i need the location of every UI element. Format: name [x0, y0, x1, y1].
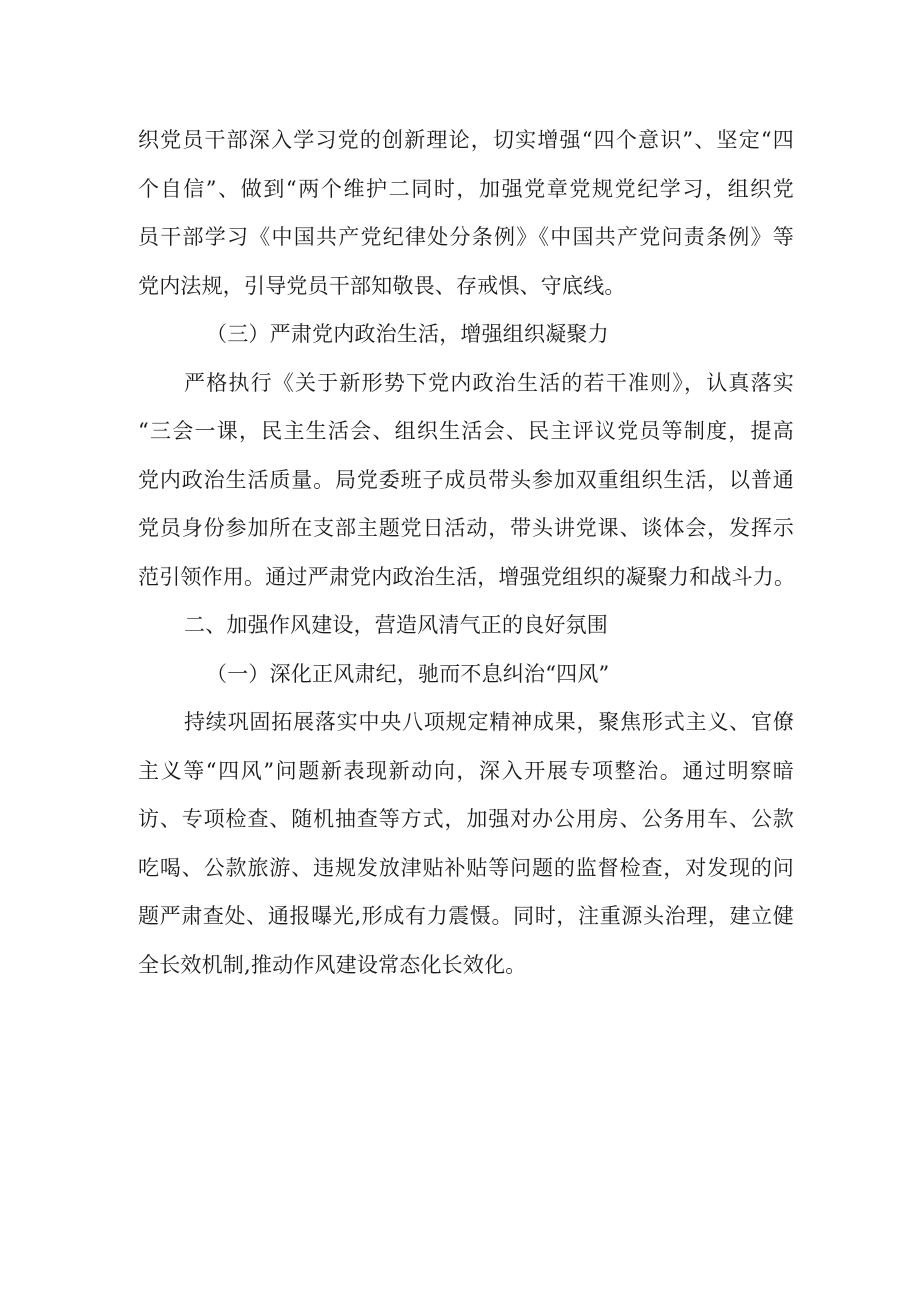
paragraph-line: 严格执行《关于新形势下党内政治生活的若干准则》，认真落实 — [184, 370, 794, 395]
paragraph-line: 党员身份参加所在支部主题党日活动，带头讲党课、谈体会，发挥示 — [138, 516, 794, 540]
paragraph-line: 织党员干部深入学习党的创新理论，切实增强“四个意识”、坚定“四 — [138, 128, 794, 152]
document-body — [138, 116, 794, 989]
paragraph-line: 党内政治生活质量。局党委班子成员带头参加双重组织生活，以普通 — [138, 467, 794, 492]
paragraph-line: 党内法规，引导党员干部知敬畏、存戒惧、守底线。 — [138, 273, 626, 298]
paragraph-line: 员干部学习《中国共产党纪律处分条例》《中国共产党问责条例》等 — [138, 225, 794, 249]
paragraph-line: 持续巩固拓展落实中央八项规定精神成果，聚焦形式主义、官僚 — [184, 710, 794, 734]
paragraph-line: 访、专项检查、随机抽查等方式，加强对办公用房、公务用车、公款 — [138, 807, 794, 831]
paragraph-line: 范引领作用。通过严肃党内政治生活，增强党组织的凝聚力和战斗力。 — [138, 564, 796, 589]
paragraph-line: 全长效机制,推动作风建设常态化长效化。 — [138, 952, 527, 977]
paragraph-line: 个自信”、做到“两个维护二同时，加强党章党规党纪学习，组织党 — [138, 176, 794, 201]
paragraph-line: 主义等“四风”问题新表现新动向，深入开展专项整治。通过明察暗 — [138, 758, 794, 783]
section-heading-1: （一）深化正风肃纪，驰而不息纠治“四风” — [206, 661, 610, 686]
section-heading-2: 二、加强作风建设，营造风清气正的良好氛围 — [184, 613, 608, 637]
paragraph-line: 吃喝、公款旅游、违规发放津贴补贴等问题的监督检查，对发现的问 — [138, 855, 794, 880]
paragraph-line: 题严肃查处、通报曝光,形成有力震慑。同时，注重源头治理，建立健 — [138, 904, 794, 928]
paragraph-line: “三会一课，民主生活会、组织生活会、民主评议党员等制度，提高 — [138, 419, 794, 443]
section-heading-3: （三）严肃党内政治生活，增强组织凝聚力 — [206, 322, 609, 346]
